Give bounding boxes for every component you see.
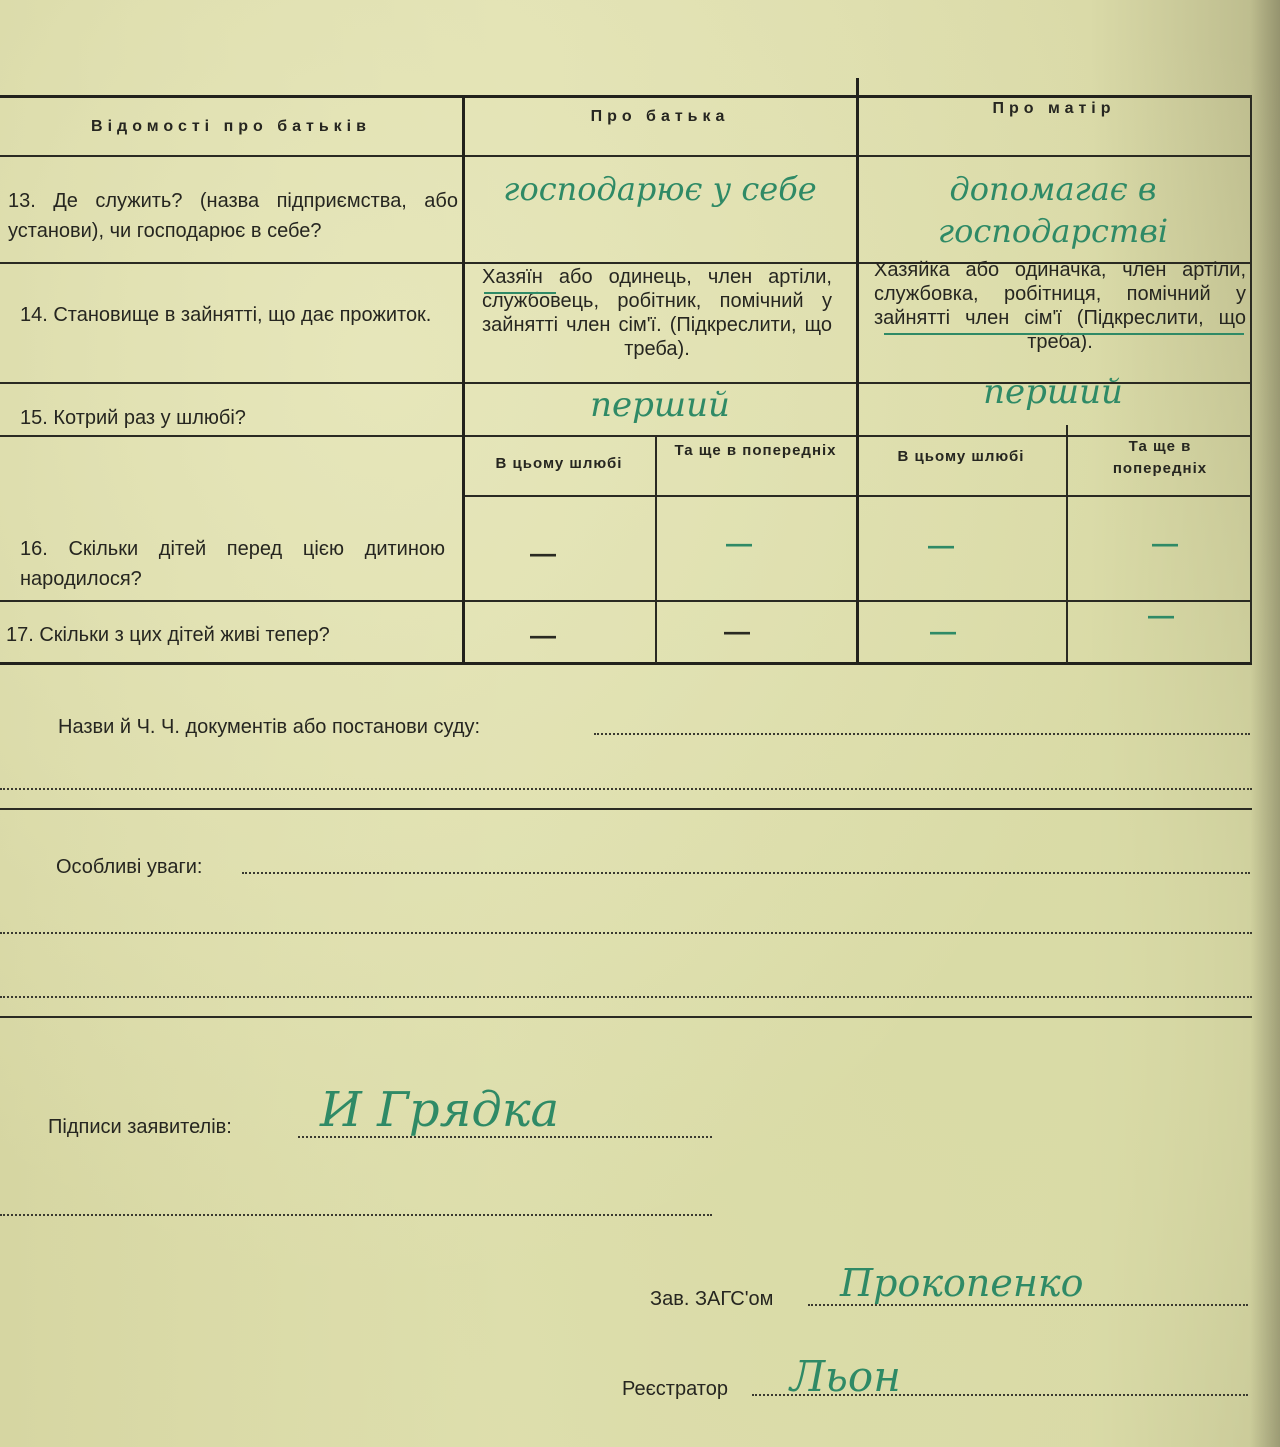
col-divider-1: [462, 95, 465, 663]
header-parents-info: Відомості про батьків: [91, 118, 371, 135]
col-divider-father-sub: [655, 435, 657, 663]
remarks-label: Особливі уваги:: [56, 856, 203, 878]
header-bottom-border: [0, 155, 1252, 157]
row13-question: 13. Де служить? (назва підприємства, або установи), чи господарює в себе?: [8, 190, 458, 242]
head-dotted-line: [808, 1304, 1248, 1306]
registrar-signature: Льон: [790, 1352, 901, 1401]
row15-bottom-border: [0, 435, 1252, 437]
row17-question: 17. Скільки з цих дітей живі тепер?: [6, 624, 330, 646]
signatures-dotted-line-2: [0, 1214, 712, 1216]
row14-mother-options: Хазяйка або одиначка, член артіли, службовка, робітниця, помічний у зайнятті член сім'ї (Підкреслити, що треба).: [874, 259, 1246, 353]
row16-value-father-prev: —: [726, 528, 752, 558]
sub-this-marriage-mother: В цьому шлюбі: [897, 448, 1025, 465]
col-divider-2: [856, 78, 859, 663]
row17-value-father-prev: —: [724, 616, 750, 646]
signatures-label: Підписи заявителів:: [48, 1116, 232, 1138]
signatures-dotted-line-1: [298, 1136, 712, 1138]
header-about-mother: Про матір: [992, 100, 1116, 117]
row15-mother-answer: перший: [983, 372, 1123, 412]
row16-bottom-border: [0, 600, 1252, 602]
registrar-dotted-line: [752, 1394, 1248, 1396]
sub-previous-father: Та ще в попередніх: [674, 442, 837, 459]
row16-value-father-this: —: [530, 538, 556, 568]
sub-this-marriage-father: В цьому шлюбі: [495, 455, 623, 472]
row17-value-mother-prev: —: [1148, 600, 1174, 630]
remarks-dotted-line-3: [0, 996, 1252, 998]
table-bottom-border: [0, 662, 1252, 665]
page-edge-shadow: [1250, 0, 1280, 1447]
row15-father-answer: перший: [590, 385, 730, 425]
registrar-label: Реєстратор: [622, 1378, 728, 1400]
row16-value-mother-prev: —: [1152, 528, 1178, 558]
col-divider-mother-sub: [1066, 425, 1068, 663]
section-divider-2: [0, 1016, 1252, 1018]
row13-father-answer: господарює у себе: [503, 170, 817, 208]
table-top-border: [0, 95, 1252, 98]
row14-father-options: Хазяїн або одинець, член артіли, службовець, робітник, помічний у зайнятті член сім'ї. (Підкреслити, що треба).: [482, 266, 832, 360]
row16-question: 16. Скільки дітей перед цією дитиною народилося?: [20, 538, 445, 590]
section-divider-1: [0, 808, 1252, 810]
row14-mother-underline-mark: [884, 333, 1244, 335]
documents-label: Назви й Ч. Ч. документів або постанови суду:: [58, 716, 481, 738]
documents-dotted-line-1: [594, 733, 1250, 735]
header-about-father: Про батька: [590, 108, 730, 125]
row17-value-mother-this: —: [930, 616, 956, 646]
remarks-dotted-line-1: [242, 872, 1250, 874]
head-label: Зав. ЗАГС'ом: [650, 1288, 774, 1310]
remarks-dotted-line-2: [0, 932, 1252, 934]
row14-father-underline-mark: [484, 292, 556, 294]
documents-dotted-line-2: [0, 788, 1252, 790]
sub-previous-mother: Та ще в попередніх: [1112, 438, 1208, 477]
row17-value-father-this: —: [530, 620, 556, 650]
row13-mother-answer: допомагає в господарстві: [937, 170, 1169, 250]
row14-question: 14. Становище в зайнятті, що дає прожиток.: [20, 304, 432, 326]
head-signature: Прокопенко: [840, 1261, 1084, 1305]
applicant-signature: И Грядка: [320, 1082, 560, 1138]
row16-value-mother-this: —: [928, 530, 954, 560]
row15-question: 15. Котрий раз у шлюбі?: [20, 407, 246, 429]
